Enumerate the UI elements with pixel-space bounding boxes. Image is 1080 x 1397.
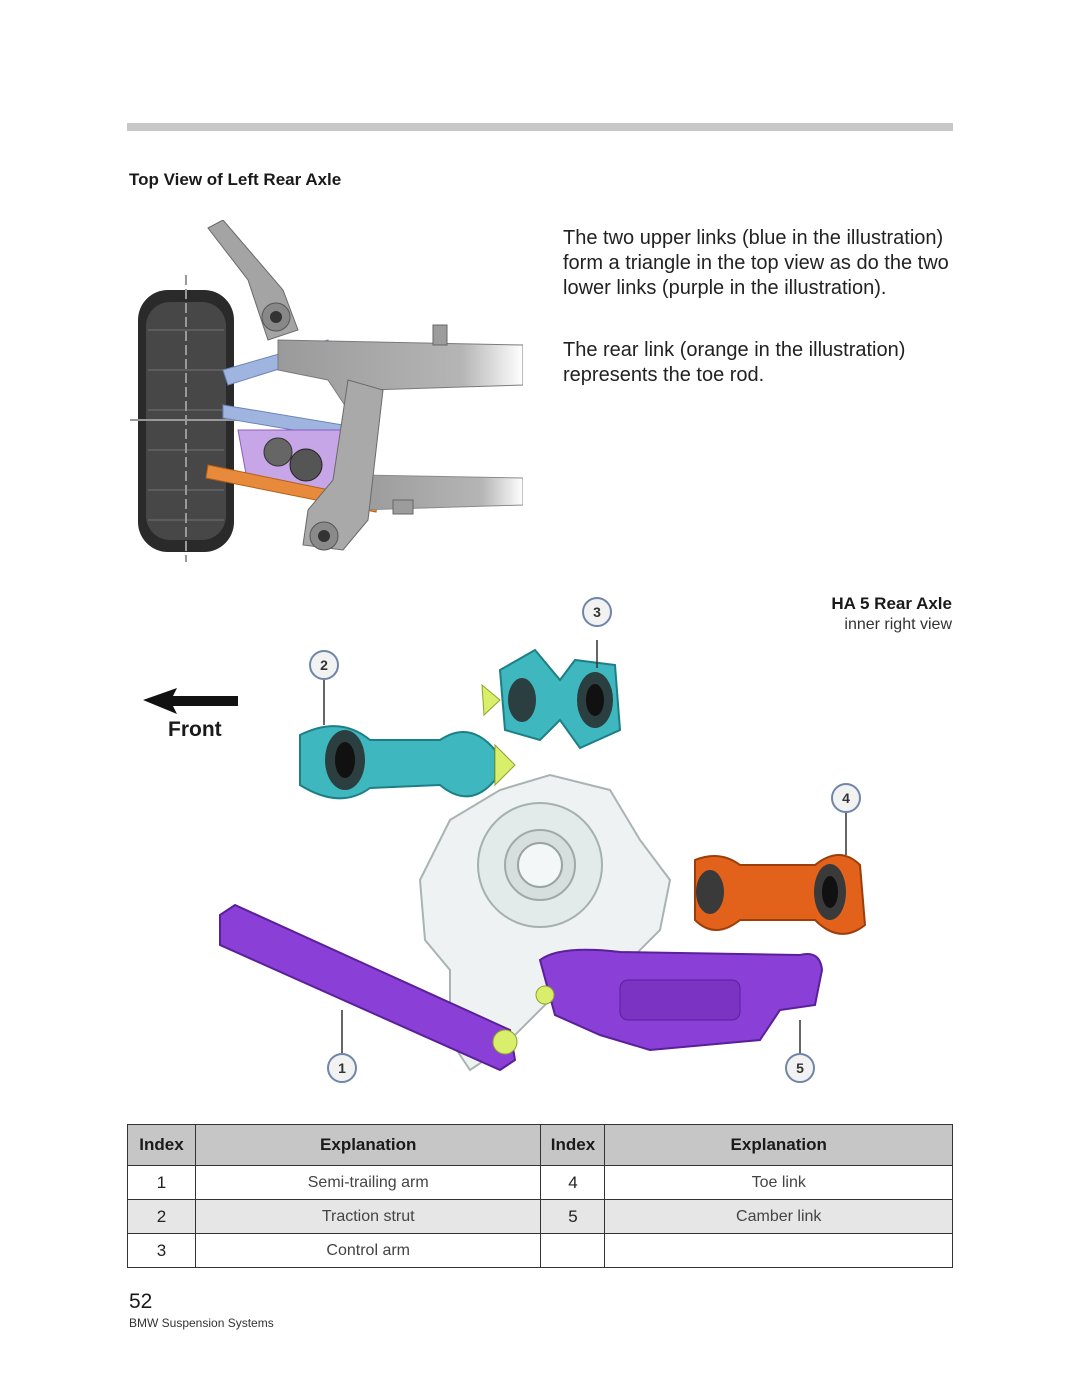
- table-cell: Traction strut: [195, 1200, 541, 1234]
- callout-3: 3: [582, 597, 612, 627]
- legend-table: [127, 1124, 953, 1268]
- table-cell: Toe link: [605, 1166, 953, 1200]
- callout-4: 4: [831, 783, 861, 813]
- header-rule: [127, 123, 953, 131]
- table-header: Explanation: [195, 1125, 541, 1166]
- callout-1: 1: [327, 1053, 357, 1083]
- page-number: 52: [129, 1290, 153, 1313]
- table-cell: 2: [128, 1200, 196, 1234]
- table-header-row: [128, 1125, 953, 1166]
- section-title: Top View of Left Rear Axle: [129, 170, 342, 189]
- figure-title: HA 5 Rear Axle: [831, 594, 952, 613]
- table-cell: [541, 1234, 605, 1268]
- top-view-axle-illustration: [128, 220, 523, 565]
- table-header: Explanation: [605, 1125, 953, 1166]
- callout-5: 5: [785, 1053, 815, 1083]
- table-cell: Control arm: [195, 1234, 541, 1268]
- table-header: Index: [128, 1125, 196, 1166]
- table-cell: [605, 1234, 953, 1268]
- table-cell: Camber link: [605, 1200, 953, 1234]
- table-cell: 1: [128, 1166, 196, 1200]
- table-cell: Semi-trailing arm: [195, 1166, 541, 1200]
- description-paragraph: The rear link (orange in the illustration) represents the toe rod.: [563, 339, 906, 386]
- callout-2: 2: [309, 650, 339, 680]
- description-paragraph: The two upper links (blue in the illustration) form a triangle in the top view as do the two lower links (purple in the illustration).: [563, 227, 949, 299]
- table-row: [128, 1166, 953, 1200]
- table-row: [128, 1234, 953, 1268]
- table-cell: 4: [541, 1166, 605, 1200]
- table-cell: 5: [541, 1200, 605, 1234]
- rear-axle-components-illustration: [200, 640, 880, 1100]
- table-cell: 3: [128, 1234, 196, 1268]
- table-row: [128, 1200, 953, 1234]
- figure-subtitle: inner right view: [844, 616, 952, 633]
- footer-book-title: BMW Suspension Systems: [129, 1316, 274, 1330]
- front-label: Front: [168, 718, 222, 741]
- table-header: Index: [541, 1125, 605, 1166]
